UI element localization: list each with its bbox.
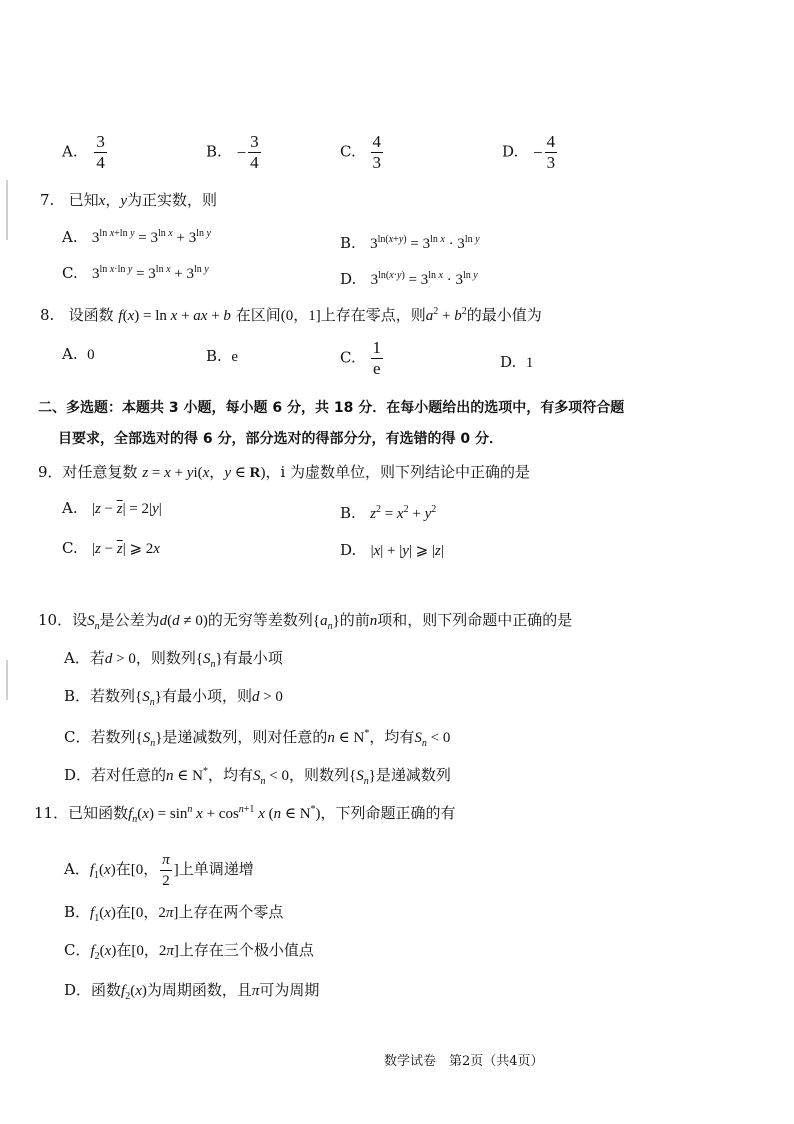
q7-option-d: D. $3^{ln(x\cdot y)} = 3^{ln x} \cdot 3^{ln y}$ (340, 270, 478, 288)
q9-option-d: D. |x| + |y| ⩾ |z| (340, 541, 444, 559)
q8-option-b: B. e (206, 347, 239, 365)
q7-option-a: A. $3^{ln x+ln y} = 3^{ln x} + 3^{ln y}$ (62, 228, 211, 246)
q9-option-c: C. $|z - \overline{z}|$ ⩾ 2x (62, 539, 160, 557)
q11-option-a: A．$f_1(x)$在[0， $\frac{\pi}{2}$ ]上单调递增 (64, 852, 254, 889)
q7-stem: 7. 已知x，y为正实数，则 (40, 191, 218, 209)
q7-option-b: B. $3^{ln(x+y)} = 3^{ln x} \cdot 3^{ln y}$ (340, 234, 480, 252)
q9-option-b: B. $z^2 = x^2 + y^2$ (340, 504, 437, 522)
q10-option-b: B．若数列$\{S_n\}$有最小项，则d > 0 (64, 687, 283, 708)
q11-option-c: C．$f_2(x)$在[0，2π]上存在三个极小值点 (64, 941, 314, 962)
q10-option-c: C．若数列$\{S_n\}$是递减数列，则对任意的n ∈ N*，均有$S_n < 0$ (64, 728, 451, 749)
q6-option-d: D. − $\frac{4}{3}$ (502, 132, 556, 172)
q11-stem: 11．已知函数$f_n(x) = \sin^n x + \cos^{n+1} x$ (n ∈ N*)，下列命题正确的有 (34, 804, 456, 825)
scan-mark (6, 660, 8, 700)
page-footer: 数学试卷 第2页（共4页） (384, 1054, 544, 1069)
q8-stem: 8. 设函数 f(x) = ln x + ax + b 在区间(0，1]上存在零点，则$a^2 + b^2$的最小值为 (40, 306, 542, 324)
section2-heading-line1: 二、多选题：本题共 3 小题，每小题 6 分，共 18 分．在每小题给出的选项中，有多项符合题 (38, 400, 625, 416)
q10-option-a: A．若d > 0，则数列$\{S_n\}$有最小项 (64, 649, 283, 670)
q8-option-d: D. 1 (500, 353, 534, 371)
q9-stem: 9．对任意复数 z = x + yi(x，y ∈ R)，i 为虚数单位，则下列结论中正确的是 (38, 463, 531, 481)
q10-stem: 10．设$S_n$是公差为d(d ≠ 0)的无穷等差数列$\{a_n\}$的前n项和，则下列命题中正确的是 (38, 611, 573, 632)
q6-option-a: A. $\frac{3}{4}$ (62, 132, 105, 172)
q7-option-c: C. $3^{ln x\cdot ln y} = 3^{ln x} + 3^{ln y}$ (62, 264, 209, 282)
scan-mark (6, 180, 8, 240)
q8-option-a: A. 0 (62, 345, 95, 363)
q10-option-d: D．若对任意的n ∈ N*，均有$S_n < 0$，则数列$\{S_n\}$是递减数列 (64, 766, 451, 787)
q9-option-a: A. $|z - \overline{z}| = 2|y|$ (62, 499, 162, 517)
q11-option-b: B．$f_1(x)$在[0，2π]上存在两个零点 (64, 903, 284, 924)
q6-option-b: B. − $\frac{3}{4}$ (206, 132, 259, 172)
q11-option-d: D．函数$f_2(x)$为周期函数，且π可为周期 (64, 981, 320, 1002)
section2-heading-line2: 目要求，全部选对的得 6 分，部分选对的得部分分，有选错的得 0 分． (58, 431, 503, 447)
q6-option-c: C. $\frac{4}{3}$ (340, 132, 381, 172)
q8-option-c: C. $\frac{1}{e}$ (340, 338, 381, 378)
